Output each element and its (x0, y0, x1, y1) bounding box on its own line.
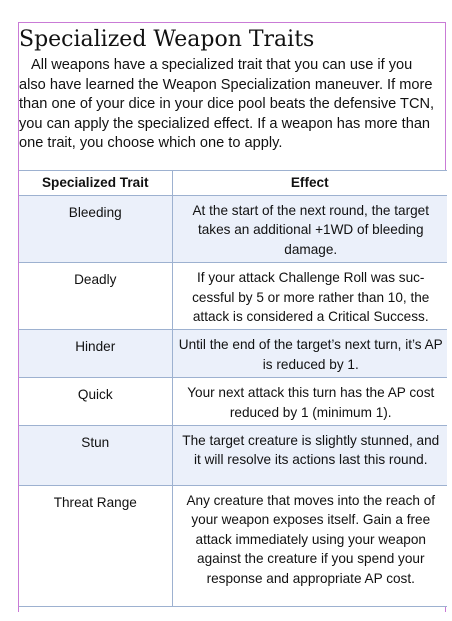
trait-name: Quick (19, 378, 172, 426)
page-title: Specialized Weapon Traits (19, 27, 315, 52)
table-row (19, 426, 447, 486)
table-row (19, 263, 447, 330)
trait-name: Deadly (19, 263, 172, 330)
table-row (19, 378, 447, 426)
column-header-trait: Specialized Trait (19, 171, 172, 196)
table-header-row (19, 171, 447, 196)
trait-effect: The target creature is slightly stunned, and it will resolve its actions last this round. (172, 426, 447, 486)
trait-name: Stun (19, 426, 172, 486)
column-header-effect: Effect (172, 171, 447, 196)
intro-paragraph: All weapons have a specialized trait that you can use if you also have learned the Weapon Specialization maneuver. If more than one of your dice in your dice pool beats the defensive TCN, you can apply the specialized effect. If a weapon has more than one trait, you choose which one to apply. (19, 57, 435, 151)
trait-name: Bleeding (19, 196, 172, 263)
trait-effect: Any creature that moves into the reach of your weapon exposes itself. Gain a free attack immediately using your weapon against the creature if you spend your response and appropriate AP cost. (172, 486, 447, 607)
trait-name: Threat Range (19, 486, 172, 607)
trait-effect: Until the end of the target’s next turn, it’s AP is reduced by 1. (172, 330, 447, 378)
trait-effect: At the start of the next round, the target takes an additional +1WD of bleeding damage. (172, 196, 447, 263)
trait-effect: Your next attack this turn has the AP cost reduced by 1 (minimum 1). (172, 378, 447, 426)
traits-table (19, 170, 447, 607)
traits-table-container (19, 170, 447, 607)
table-row (19, 330, 447, 378)
trait-effect: If your attack Challenge Roll was suc-cessful by 5 or more rather than 10, the attack is considered a Critical Success. (172, 263, 447, 330)
table-row (19, 486, 447, 607)
table-row (19, 196, 447, 263)
trait-name: Hinder (19, 330, 172, 378)
